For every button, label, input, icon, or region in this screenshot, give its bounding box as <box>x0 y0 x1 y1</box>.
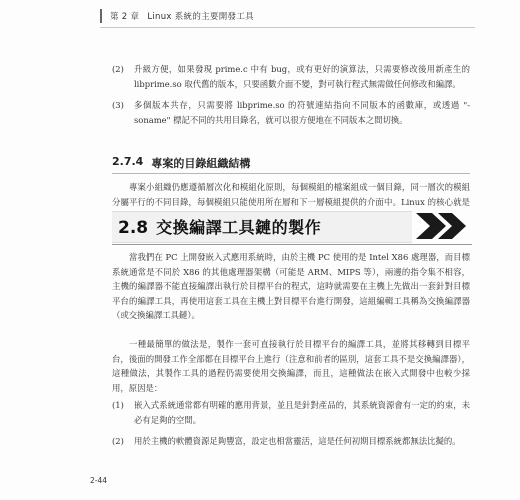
header-rule <box>100 27 475 28</box>
list-item <box>112 398 470 427</box>
list-item-number: (2) <box>112 436 124 446</box>
list-item-number: (1) <box>112 400 124 410</box>
list-item <box>112 62 470 91</box>
bottom-list <box>112 398 470 456</box>
subsection-rule <box>112 173 470 174</box>
section-banner <box>112 211 472 241</box>
list-item <box>112 434 470 449</box>
subsection-heading <box>112 155 250 171</box>
chapter-title: Linux 系統的主要開發工具 <box>147 12 254 22</box>
list-item-number: (3) <box>112 100 124 110</box>
running-header <box>100 8 254 24</box>
list-item-text: 嵌入式系統通常都有明確的應用背景，並且是針對產品的，其系統資源會有一定的約束，未必有足夠的空間。 <box>134 400 470 425</box>
list-item-text: 用於主機的軟體資源足夠豐富，設定也相當靈活，這是任何初期目標系統都無法比擬的。 <box>134 436 461 446</box>
page-number: 2-44 <box>90 476 108 485</box>
section-title: 交換編譯工具鏈的製作 <box>156 218 322 237</box>
subsection-number: 2.7.4 <box>112 155 144 168</box>
section-banner-rule <box>112 244 472 245</box>
list-item-text: 升級方便，如果發現 prime.c 中有 bug，或有更好的演算法，只需要修改後用新產生的 libprime.so 取代舊的版本，只要函數介面不變，對可執行程式無需做任何修改和編譯。 <box>134 64 470 89</box>
list-item-number: (2) <box>112 64 124 74</box>
list-item <box>112 98 470 127</box>
header-bar <box>100 9 102 23</box>
section-paragraph: 一種最簡單的做法是，製作一套可直接執行於目標平台的編譯工具，並將其移轉到目標平台，後面的開發工作全部都在目標平台上進行（注意和前者的區別，這套工具不是交換編譯器），這種做法，其製作工具的過程仍需要使用交換編譯，而且，這種做法在嵌入式開發中也較少採用，原因是： <box>112 339 470 393</box>
double-chevron-right-icon <box>402 211 472 241</box>
section-paragraph: 當我們在 PC 上開發嵌入式應用系統時，由於主機 PC 使用的是 Intel X86 處理器，而目標系統通常是不同於 X86 的其他處理器架構（可能是 ARM、MIPS 等），兩邊的指令集不相容，主機的編譯器不能直接編譯出執行於目標平台的程式，這時就需要在主機上先做出一套針對目標平台的編譯工具，再使用這套工具在主機上對目標平台進行開發，這組編輯工具稱為交換編譯器（或交換編譯工具鏈）。 <box>112 252 470 320</box>
section-number: 2.8 <box>118 218 149 238</box>
chapter-label: 第 2 章 <box>110 12 140 22</box>
subsection-title: 專案的目錄組織結構 <box>151 157 251 170</box>
top-list <box>112 62 470 134</box>
section-title-group <box>118 215 321 238</box>
list-item-text: 多個版本共存，只需要將 libprime.so 的符號連結指向不同版本的函數庫，或透過 "-soname" 標記不同的共用目錄名，就可以很方便地在不同版本之間切換。 <box>134 100 470 125</box>
subsection-paragraph: 專案小組織仍應遵循層次化和模組化原則，每個模組的檔案組成一個目錄，同一層次的模組分屬平行的不同目錄，每個模組只能使用所在層和下一層模組提供的介面中。Linux 的核心就是 <box>112 182 470 207</box>
